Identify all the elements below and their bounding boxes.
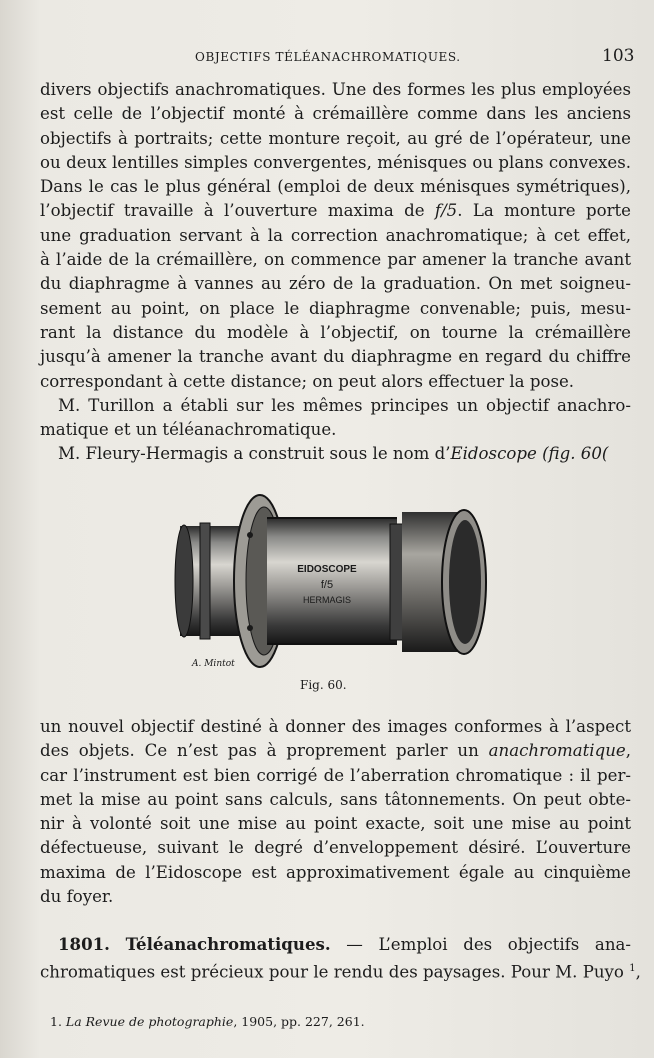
flange-screw (247, 532, 253, 538)
aperture-value: f/5 (434, 201, 458, 221)
text-line: est celle de l’objectif monté à crémaillère comme dans les anciens (40, 104, 631, 124)
section-heading-line (40, 932, 631, 957)
text-line: M. Turillon a établi sur les mêmes principes un objectif anachro- (58, 395, 631, 415)
text-segment: M. Fleury-Hermagis a construit sous le nom d’ (58, 444, 451, 464)
text-line: rant la distance du modèle à l’objectif, on tourne la crémaillère (40, 322, 631, 342)
text-line: correspondant à cette distance; on peut alors effectuer la pose. (40, 371, 575, 391)
italic-term: anachromatique (488, 741, 626, 761)
text-line: matique et un téléanachromatique. (40, 420, 337, 440)
running-head: OBJECTIFS TÉLÉANACHROMATIQUES. (195, 50, 461, 64)
text-line: sement au point, on place le diaphragme convenable; puis, mesu- (40, 298, 631, 318)
text-line: nir à volonté soit une mise au point exacte, soit une mise au point (40, 814, 631, 834)
text-segment: , (625, 741, 632, 761)
footnote-number: 1. (50, 1014, 62, 1029)
footnote-marker: 1 (629, 963, 636, 975)
text-block-bottom (40, 715, 631, 909)
lens-engraving-line: HERMAGIS (302, 595, 352, 605)
lens-engraving-line: EIDOSCOPE (297, 564, 357, 575)
text-line: défectueuse, suivant le degré d’enveloppement désiré. L’ouverture (40, 838, 631, 858)
text-line: met la mise au point sans calculs, sans tâtonnements. On peut obte- (40, 789, 631, 809)
lens-engraving-line: f/5 (320, 579, 334, 591)
text-line: ou deux lentilles simples convergentes, ménisques ou plans convexes. (40, 152, 631, 172)
text-line: objectifs à portraits; cette monture reçoit, au gré de l’opérateur, une (40, 128, 631, 148)
text-line (40, 957, 641, 985)
text-segment: — L’emploi des objectifs ana- (330, 935, 632, 954)
text-line: jusqu’à amener la tranche avant du diaphragme en regard du chiffre (40, 347, 631, 367)
rear-end (175, 525, 193, 637)
front-knurled-ring (390, 524, 404, 640)
text-line: une graduation servant à la correction anachromatique; à cet effet, (40, 225, 631, 245)
text-line: du foyer. (40, 887, 114, 907)
section-title: Téléanachromatiques. (125, 934, 331, 954)
eidoscope-name: Eidoscope (450, 444, 537, 464)
text-line: car l’instrument est bien corrigé de l’aberration chromatique : il per- (40, 765, 631, 785)
text-line: Dans le cas le plus général (emploi de deux ménisques symétriques), (40, 177, 631, 197)
figure-caption: Fig. 60. (300, 678, 347, 692)
text-line-italic (40, 739, 631, 763)
footnote-journal: La Revue de photographie (65, 1014, 234, 1029)
text-segment: , (635, 962, 641, 982)
text-segment: l’objectif travaille à l’ouverture maxima de (40, 201, 425, 221)
text-segment: . La monture porte (457, 201, 631, 221)
knurled-ring (200, 523, 210, 639)
lens-illustration (172, 488, 492, 673)
text-segment: des objets. Ce n’est pas à proprement parler un (40, 741, 479, 761)
text-line-fleury (40, 442, 631, 466)
footnote-details: , 1905, pp. 227, 261. (233, 1014, 365, 1029)
footnote (50, 1014, 365, 1029)
flange-screw (247, 625, 253, 631)
figure-reference: (fig. 60( (536, 444, 609, 464)
text-line-aperture (40, 199, 631, 223)
eidoscope-lens-drawing (172, 488, 492, 673)
hood-opening (449, 520, 481, 644)
section-1801 (40, 932, 641, 985)
text-line: un nouvel objectif destiné à donner des images conformes à l’aspect (40, 717, 631, 736)
engraver-signature: A. Mintot (192, 659, 235, 669)
section-number: 1801. (58, 934, 110, 954)
page-number: 103 (602, 46, 635, 66)
text-line: à l’aide de la crémaillère, on commence par amener la tranche avant (40, 250, 631, 270)
text-line: divers objectifs anachromatiques. Une des formes les plus employées (40, 80, 631, 99)
text-block-top (40, 78, 631, 467)
text-segment: chromatiques est précieux pour le rendu des paysages. Pour M. Puyo (40, 962, 624, 982)
text-line: du diaphragme à vannes au zéro de la graduation. On met soigneu- (40, 274, 631, 294)
text-line: maxima de l’Eidoscope est approximativement égale au cinquième (40, 862, 631, 882)
